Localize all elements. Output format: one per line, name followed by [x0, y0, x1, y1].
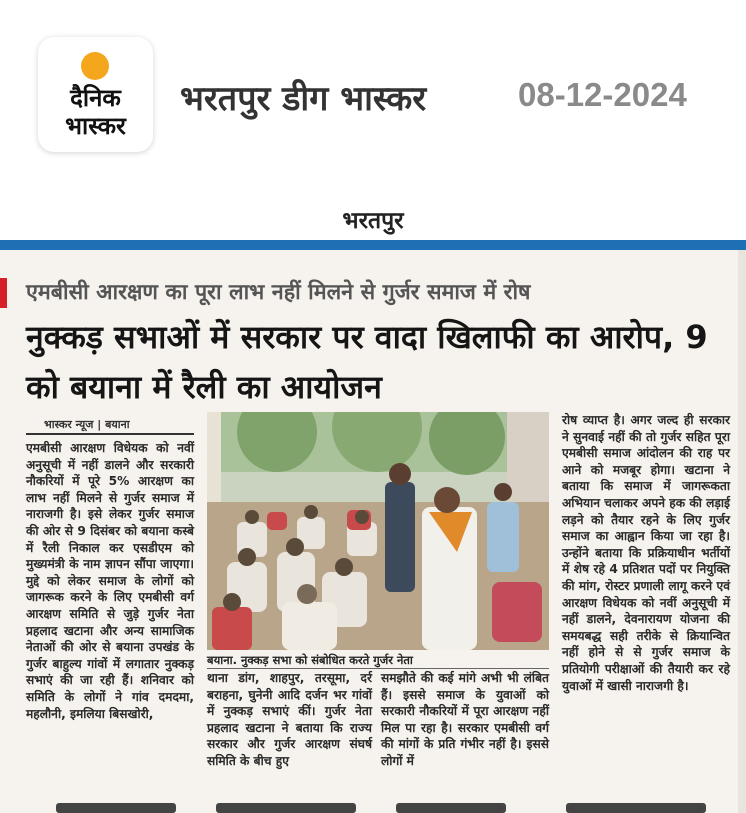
- article-photo[interactable]: [207, 412, 549, 650]
- newspaper-logo[interactable]: [38, 37, 153, 152]
- caption-divider: [207, 668, 549, 669]
- logo-text-line1: दैनिक: [70, 84, 121, 112]
- adjacent-article-edge: [738, 250, 746, 813]
- edition-name: भरतपुर डीग भास्कर: [180, 79, 427, 119]
- article-column-3: समझौते की कई मांगे अभी भी लंबित हैं। इससे समाज के युवाओं को सरकारी नौकरियों में पूरा आरक्षण नहीं मिल पा रहा है। सरकार एमबीसी वर्ग की मांगों के प्रति गंभीर नहीं है। इससे लोगों में: [381, 671, 549, 768]
- app-header: [0, 0, 746, 190]
- meeting-photo-image: [207, 412, 549, 650]
- byline-divider: [26, 433, 194, 435]
- photo-caption: बयाना. नुक्कड़ सभा को संबोधित करते गुर्जर नेता: [207, 653, 413, 667]
- adjacent-article-marker: [0, 278, 7, 308]
- sun-logo-icon: [81, 52, 109, 80]
- next-article-cutoff: [26, 798, 726, 813]
- section-divider: [0, 240, 746, 250]
- article-clipping[interactable]: [0, 250, 746, 813]
- article-column-2: थाना डांग, शाहपुर, तरसूमा, दर्र बराहना, घुनेनी आदि दर्जन भर गांवों में नुक्कड़ सभाएं कीं। गुर्जर नेता प्रहलाद खटाना ने बताया कि राज्य सरकार और गुर्जर आरक्षण संघर्ष समिति के बीच हुए: [207, 671, 372, 768]
- edition-date[interactable]: 08-12-2024: [518, 76, 687, 113]
- article-headline: नुक्कड़ सभाओं में सरकार पर वादा खिलाफी का आरोप, 9 को बयाना में रैली का आयोजन: [26, 318, 708, 406]
- page-section-title: भरतपुर: [342, 208, 404, 234]
- article-kicker: एमबीसी आरक्षण का पूरा लाभ नहीं मिलने से गुर्जर समाज में रोष: [26, 280, 531, 305]
- logo-text-line2: भास्कर: [65, 112, 126, 140]
- article-column-1: एमबीसी आरक्षण विधेयक को नवीं अनुसूची में नहीं डालने और सरकारी नौकरियों में पूरे 5% आरक्षण का लाभ नहीं मिलने से गुर्जर समाज में नाराजगी है। इसे लेकर गुर्जर समाज की ओर से 9 दिसंबर को बयाना कस्बे में रैली निकाल कर एसडीएम को मुख्यमंत्री के नाम ज्ञापन सौंपा जाएगा। मुद्दे को लेकर समाज के लोगों को जागरूक करने के लिए एमबीसी वर्ग आरक्षण समिति से जुड़े गुर्जर नेता प्रहलाद खटाना और अन्य सामाजिक नेताओं की ओर से बयाना उपखंड के गुर्जर बाहुल्य गांवों में लगातार नुक्कड़ सभाएं की जा रही हैं। शनिवार को समिति के लोगों ने गांव दमदमा, महलौनी, इमलिया बिसखोरी,: [26, 441, 194, 721]
- article-byline: भास्कर न्यूज | बयाना: [44, 418, 130, 431]
- article-column-4: रोष व्याप्त है। अगर जल्द ही सरकार ने सुनवाई नहीं की तो गुर्जर सहित पूरा एमबीसी समाज आंदोलन की राह पर आने को मजबूर होगा। खटाना ने बताया कि समाज में जागरूकता अभियान चलाकर अपने हक की लड़ाई लड़ने को तैयार रहने के लिए गुर्जर समाज का आह्वान किया जा रहा है। उन्होंने बताया कि प्रक्रियाधीन भर्तीयों में शेष रहे 4 प्रतिशत पदों पर नियुक्ति की मांग, रोस्टर प्रणाली लागू करने एवं आरक्षण विधेयक को नवीं अनुसूची में नहीं डालने, देवनारायण योजना की समयबद्ध सही तरीके से क्रियान्वित नहीं होने से से गुर्जर समाज के प्रतियोगी परीक्षाओं की तैयारी कर रहे युवाओं में खासी नाराजगी है।: [562, 413, 731, 693]
